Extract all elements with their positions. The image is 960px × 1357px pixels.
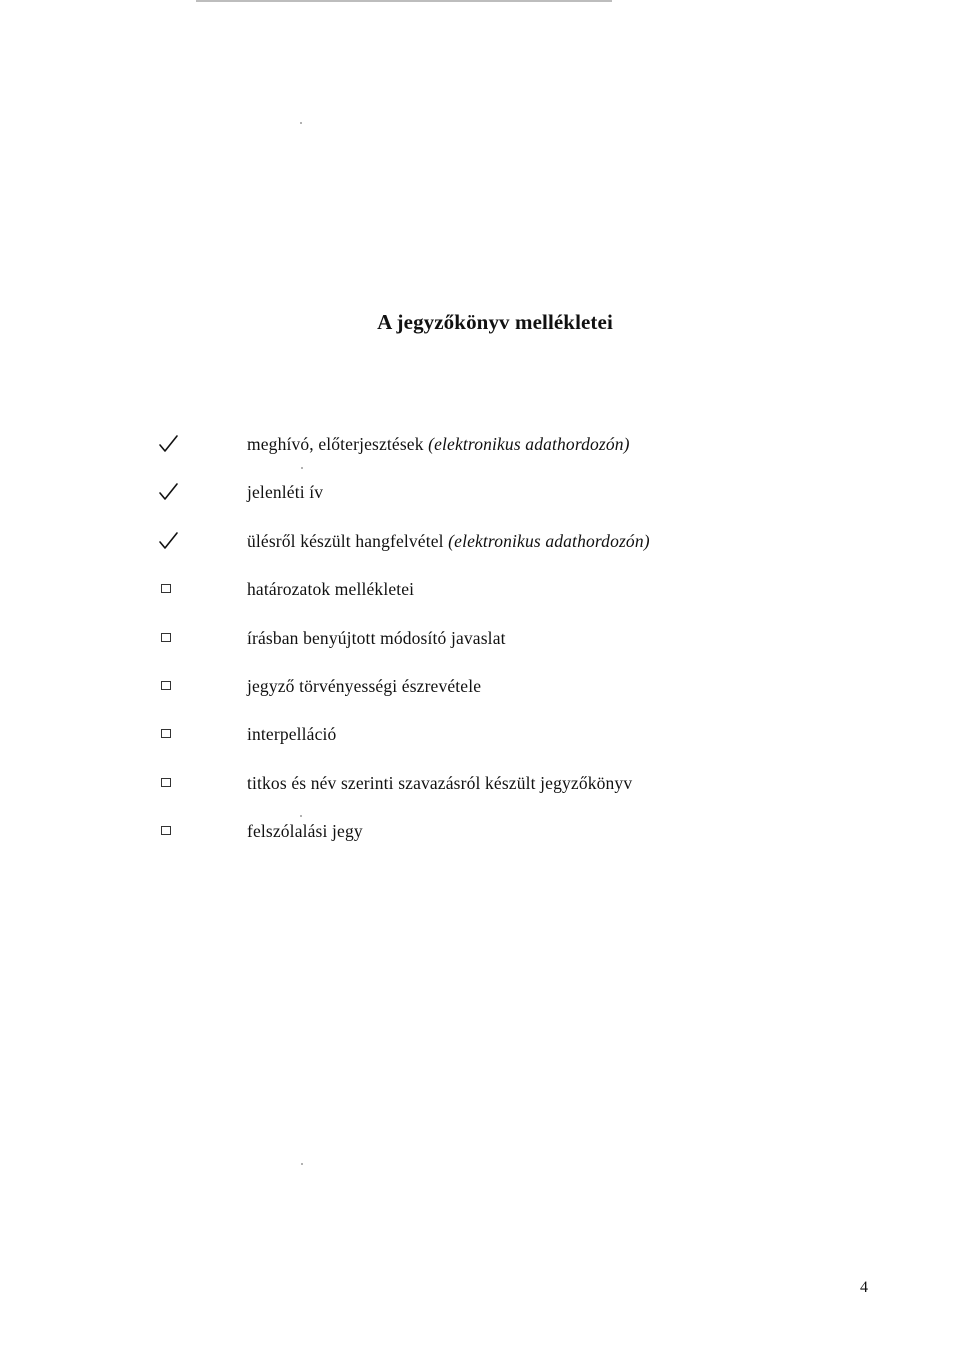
attachment-item (0, 626, 960, 674)
attachment-item (0, 480, 960, 528)
attachment-label-text: interpelláció (247, 724, 337, 745)
attachment-note: (elektronikus adathordozón) (448, 530, 650, 551)
empty-checkbox-icon (161, 778, 171, 787)
attachment-label (247, 773, 632, 794)
empty-checkbox-icon (161, 729, 171, 738)
attachment-label (247, 579, 414, 600)
top-scan-rule (196, 0, 612, 2)
attachment-label (247, 531, 650, 552)
page-number: 4 (860, 1279, 868, 1296)
attachment-item (0, 722, 960, 770)
attachment-label (247, 821, 363, 842)
attachment-item (0, 432, 960, 480)
empty-checkbox-icon (161, 584, 171, 593)
attachment-label (247, 628, 506, 649)
attachment-label-text: határozatok mellékletei (247, 579, 415, 600)
attachment-item (0, 577, 960, 625)
attachment-label-text: jegyző törvényességi észrevétele (247, 675, 482, 696)
attachment-label (247, 676, 481, 697)
attachment-label-text: meghívó, előterjesztések (247, 434, 424, 454)
attachment-note: (elektronikus adathordozón) (428, 434, 630, 454)
attachment-label-text: felszólalási jegy (247, 821, 363, 842)
check-mark-icon (158, 481, 180, 503)
check-mark-icon (158, 530, 180, 552)
attachment-label-text: titkos és név szerinti szavazásról készült jegyzőkönyv (247, 772, 633, 793)
attachment-label (247, 434, 630, 455)
attachment-item (0, 529, 960, 577)
scan-speck (301, 1163, 303, 1165)
attachment-label (247, 482, 323, 503)
scan-speck (300, 122, 302, 124)
page-title: A jegyzőkönyv mellékletei (377, 310, 613, 335)
attachment-label-text: jelenléti ív (247, 482, 324, 503)
attachment-label (247, 724, 336, 745)
empty-checkbox-icon (161, 633, 171, 642)
attachment-item (0, 674, 960, 722)
attachment-label-text: írásban benyújtott módosító javaslat (247, 627, 506, 648)
scan-speck (301, 467, 303, 469)
empty-checkbox-icon (161, 681, 171, 690)
empty-checkbox-icon (161, 826, 171, 835)
attachment-list (0, 432, 960, 868)
attachment-item (0, 771, 960, 819)
check-mark-icon (158, 433, 180, 455)
scan-speck (300, 815, 302, 817)
attachment-item (0, 819, 960, 867)
attachment-label-text: ülésről készült hangfelvétel (247, 530, 444, 551)
